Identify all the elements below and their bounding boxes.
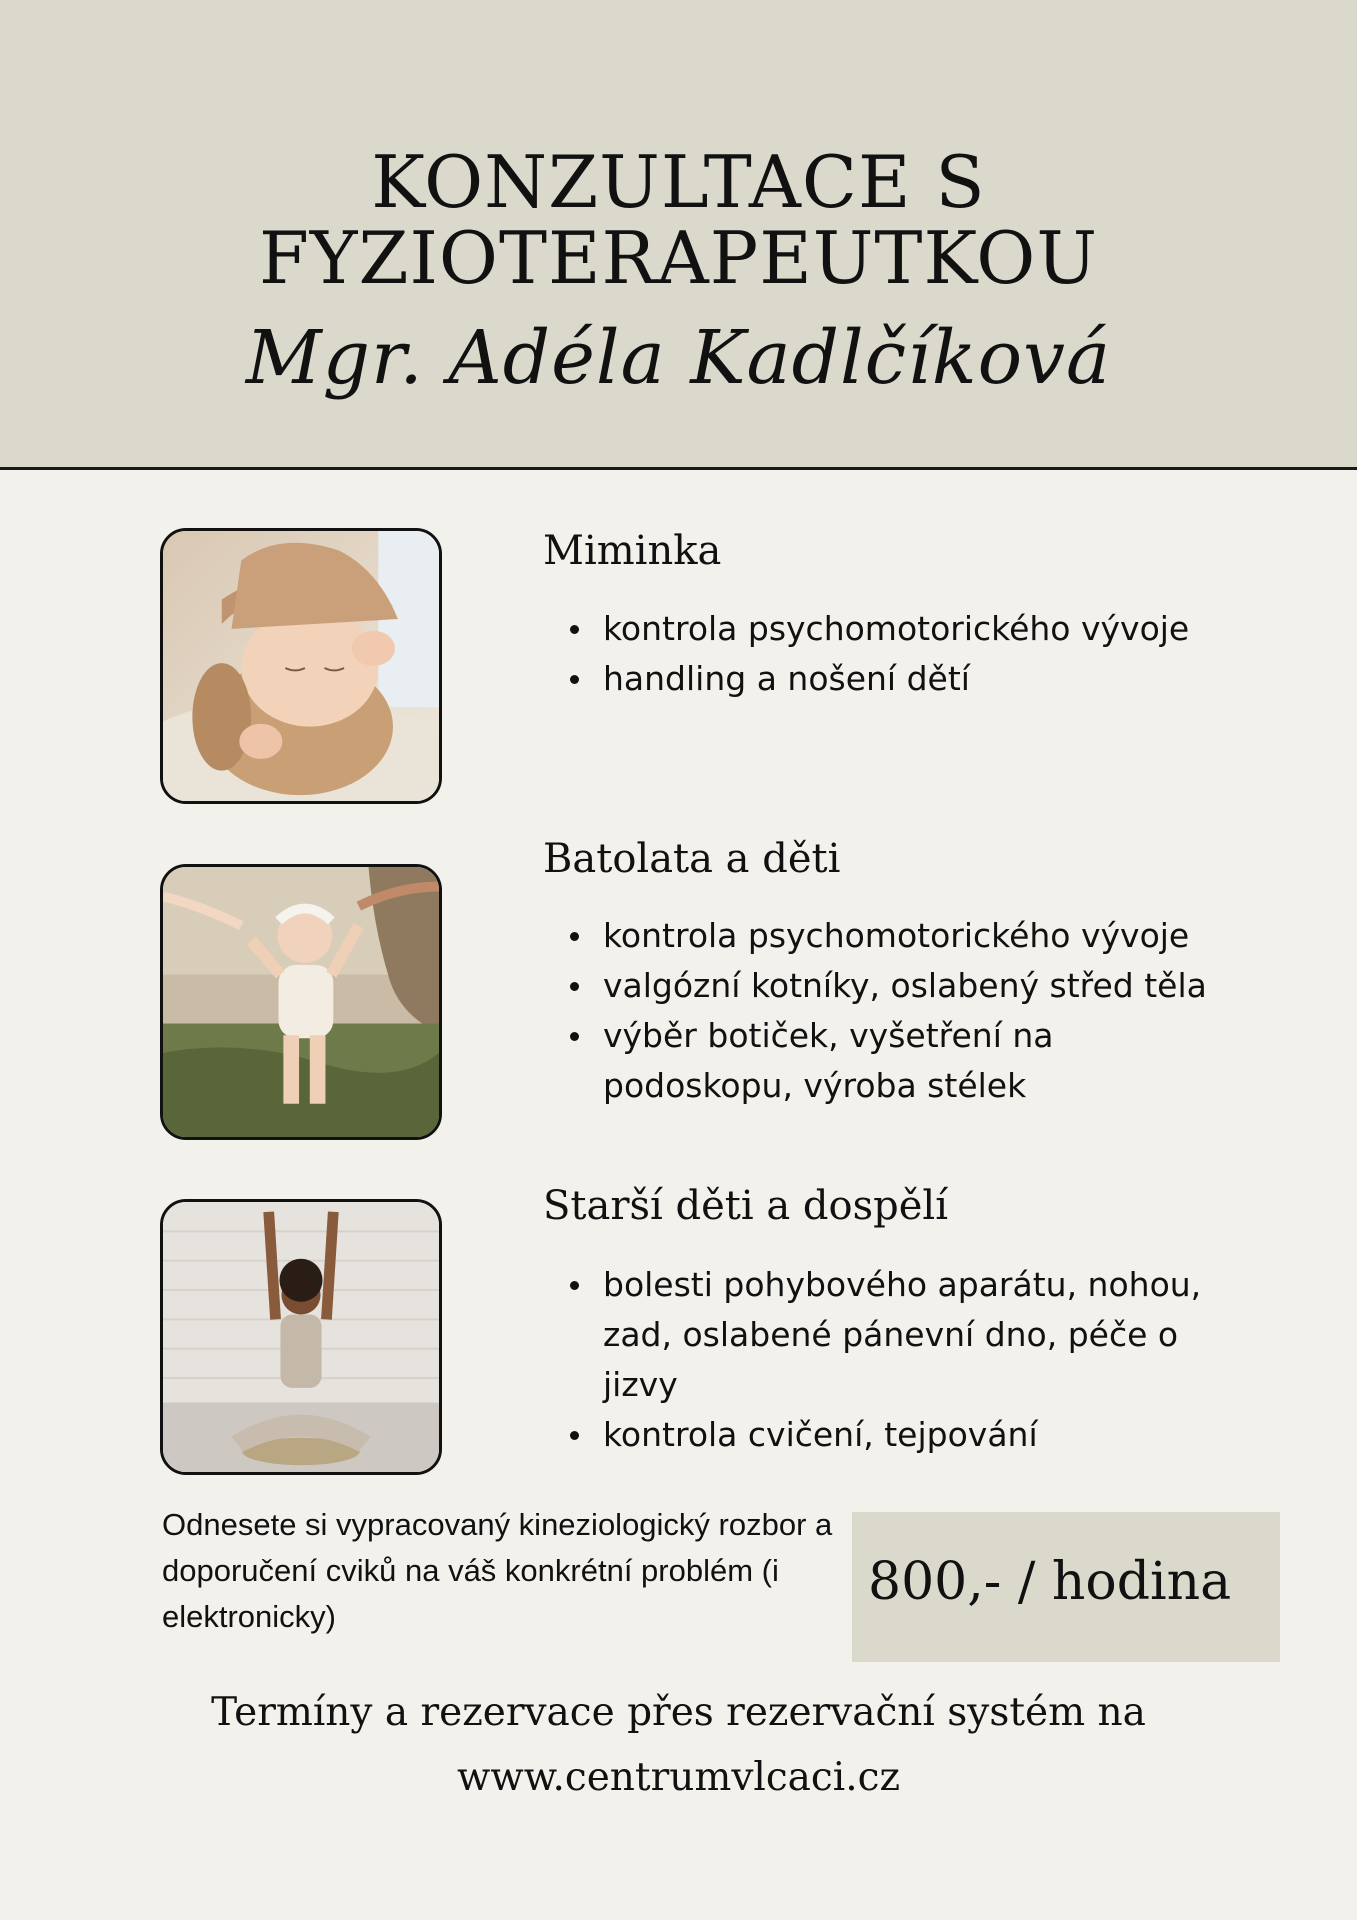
list-item: valgózní kotníky, oslabený střed těla <box>603 961 1293 1011</box>
website-link[interactable]: www.centrumvlcaci.cz <box>456 1755 901 1800</box>
booking-info: Termíny a rezervace přes rezervační systém na <box>211 1690 1146 1735</box>
photo-toddler-walking <box>160 864 442 1140</box>
photo-newborn-baby <box>160 528 442 804</box>
section-title-miminka: Miminka <box>543 528 722 574</box>
section-title-dospeli: Starší děti a dospělí <box>543 1183 948 1229</box>
section-title-batolata: Batolata a děti <box>543 836 841 882</box>
price-label: 800,- / hodina <box>868 1552 1232 1612</box>
analysis-note: Odnesete si vypracovaný kineziologický rozbor a doporučení cviků na váš konkrétní problém (i elektronicky) <box>162 1507 833 1634</box>
therapist-name: Mgr. Adéla Kadlčíková <box>245 315 1112 401</box>
section-list-batolata <box>543 911 1293 1111</box>
section-list-miminka <box>543 604 1293 704</box>
photo-woman-yoga <box>160 1199 442 1475</box>
page-title-line-1: KONZULTACE S <box>371 140 986 224</box>
list-item: bolesti pohybového aparátu, nohou, zad, oslabené pánevní dno, péče o jizvy <box>603 1260 1213 1410</box>
price-box <box>852 1512 1280 1662</box>
list-item: kontrola psychomotorického vývoje <box>603 604 1293 654</box>
list-item: handling a nošení dětí <box>603 654 1293 704</box>
header-banner <box>0 0 1357 470</box>
page-title-line-2: FYZIOTERAPEUTKOU <box>258 216 1099 300</box>
list-item: kontrola psychomotorického vývoje <box>603 911 1293 961</box>
section-list-dospeli <box>543 1260 1293 1460</box>
list-item: kontrola cvičení, tejpování <box>603 1410 1293 1460</box>
list-item: výběr botiček, vyšetření na podoskopu, výroba stélek <box>603 1011 1073 1111</box>
